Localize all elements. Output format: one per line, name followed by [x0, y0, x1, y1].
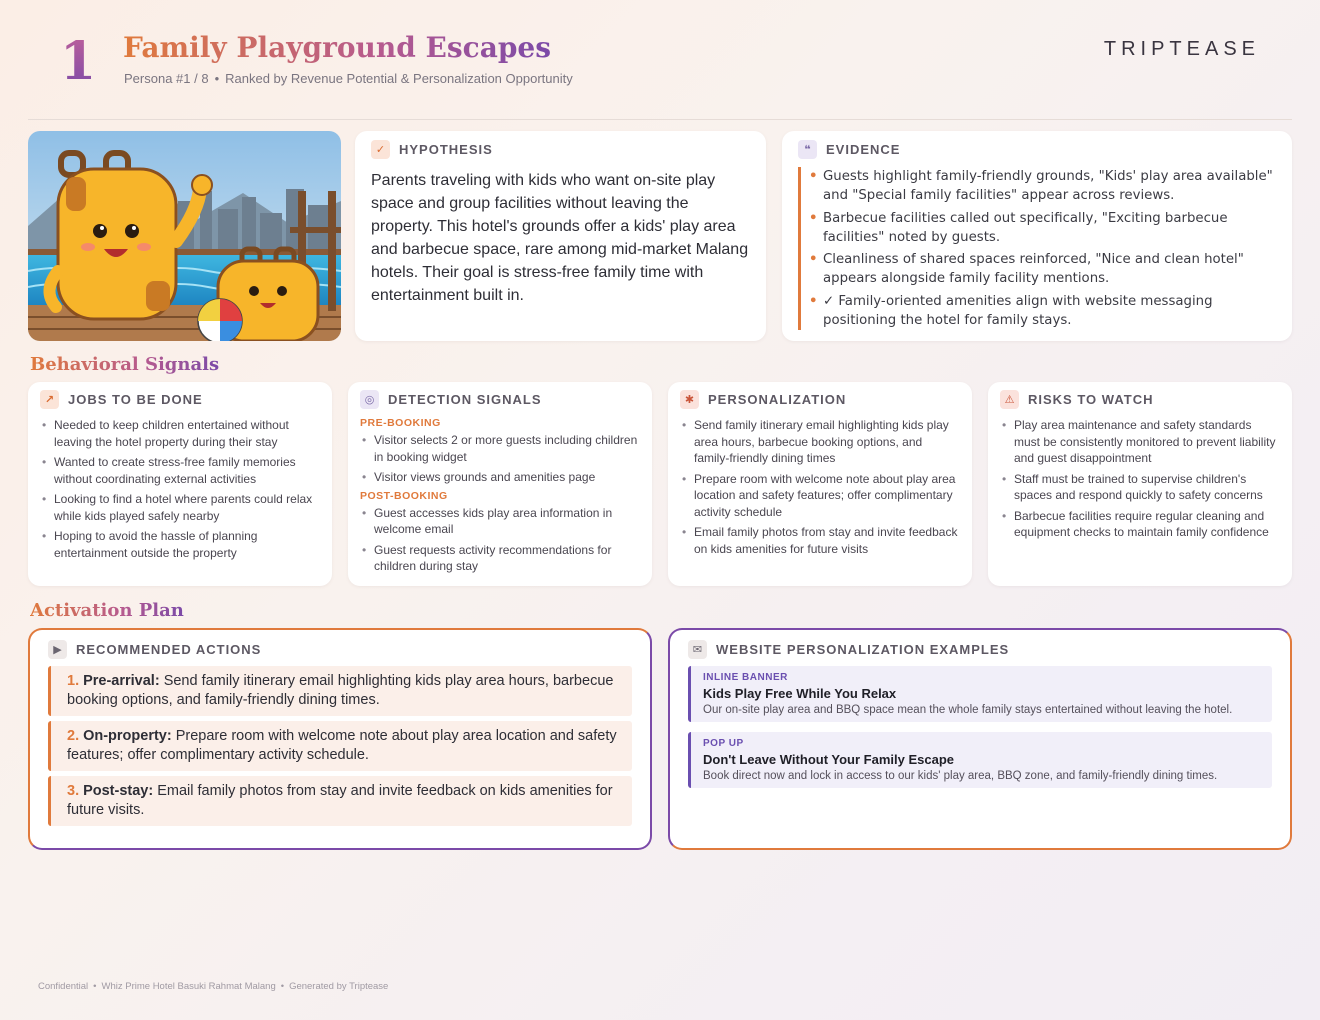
- warning-icon: ⚠: [1000, 390, 1019, 409]
- page-title: Family Playground Escapes: [123, 31, 552, 64]
- example-body: Book direct now and lock in access to our kids' play area, BBQ zone, and family-friendly dining times.: [703, 770, 1218, 782]
- list-item: • Needed to keep children entertained without leaving the hotel property during their stay: [40, 417, 318, 450]
- hypothesis-card: [355, 131, 766, 341]
- list-item: • Visitor selects 2 or more guests including children in booking widget: [360, 432, 638, 465]
- evidence-item: • Barbecue facilities called out specifically, "Exciting barbecue facilities" noted by guests.: [823, 209, 1276, 248]
- example-body: Our on-site play area and BBQ space mean the whole family stays entertained without leaving the hotel.: [703, 704, 1233, 716]
- separator-dot: •: [214, 71, 220, 86]
- personalization-list: [680, 417, 958, 557]
- action-label: Post-stay:: [83, 783, 154, 799]
- personalization-heading: PERSONALIZATION: [708, 392, 847, 407]
- list-item: • Visitor views grounds and amenities page: [360, 469, 638, 486]
- jobs-list: [40, 417, 318, 561]
- evidence-card: [782, 131, 1292, 341]
- action-item-pre-arrival: [48, 666, 632, 716]
- footer: [38, 981, 388, 992]
- actions-header: [48, 640, 261, 659]
- evidence-item: • Cleanliness of shared spaces reinforced, "Nice and clean hotel" appears alongside family facility mentions.: [823, 250, 1276, 289]
- pre-booking-list: [360, 432, 638, 486]
- example-kind: INLINE BANNER: [703, 672, 788, 683]
- risks-list: [1000, 417, 1278, 541]
- action-label: On-property:: [83, 728, 172, 744]
- action-text: Send family itinerary email highlighting kids play area hours, barbecue booking options, and family-friendly dining times.: [67, 673, 614, 708]
- risks-card: [988, 382, 1292, 586]
- website-heading: WEBSITE PERSONALIZATION EXAMPLES: [716, 642, 1010, 657]
- evidence-item: • ✓ Family-oriented amenities align with website messaging positioning the hotel for family stays.: [823, 292, 1276, 331]
- example-title: Don't Leave Without Your Family Escape: [703, 752, 954, 767]
- website-header: [688, 640, 1009, 659]
- action-item-post-stay: [48, 776, 632, 826]
- action-number: 3.: [67, 783, 80, 799]
- post-booking-list: [360, 505, 638, 575]
- jobs-heading: JOBS TO BE DONE: [68, 392, 203, 407]
- personalization-header: [680, 390, 958, 409]
- list-item: • Email family photos from stay and invite feedback on kids amenities for future visits: [680, 524, 958, 557]
- post-booking-label: POST-BOOKING: [360, 489, 448, 502]
- action-label: Pre-arrival:: [83, 673, 160, 689]
- evidence-heading: EVIDENCE: [826, 142, 901, 157]
- risks-heading: RISKS TO WATCH: [1028, 392, 1154, 407]
- action-number: 2.: [67, 728, 80, 744]
- persona-index: Persona #1 / 8: [124, 71, 209, 86]
- separator-dot: •: [93, 981, 97, 992]
- evidence-item: • Guests highlight family-friendly grounds, "Kids' play area available" and "Special family facilities" appear across reviews.: [823, 167, 1276, 206]
- suitcase-mascots-pool-illustration: [28, 131, 341, 341]
- action-text: Email family photos from stay and invite feedback on kids amenities for future visits.: [67, 783, 613, 818]
- jobs-card: [28, 382, 332, 586]
- list-item: • Guest requests activity recommendations for children during stay: [360, 542, 638, 575]
- detection-heading: DETECTION SIGNALS: [388, 392, 542, 407]
- evidence-header: [798, 140, 1276, 159]
- list-item: • Looking to find a hotel where parents could relax while kids played safely nearby: [40, 491, 318, 524]
- footer-hotel: Whiz Prime Hotel Basuki Rahmat Malang: [101, 981, 276, 992]
- check-icon: ✓: [371, 140, 390, 159]
- list-item: • Play area maintenance and safety standards must be consistently monitored to prevent liability and guest disappointment: [1000, 417, 1278, 467]
- evidence-list: [798, 167, 1276, 330]
- action-text: Prepare room with welcome note about play area location and safety features; offer complimentary activity schedule.: [67, 728, 617, 763]
- ranking-note: Ranked by Revenue Potential & Personalization Opportunity: [225, 71, 573, 86]
- arrow-up-right-icon: ↗: [40, 390, 59, 409]
- header-divider: [28, 119, 1292, 120]
- footer-confidential: Confidential: [38, 981, 89, 992]
- list-item: • Prepare room with welcome note about play area location and safety features; offer complimentary activity schedule: [680, 471, 958, 521]
- hypothesis-heading: HYPOTHESIS: [399, 142, 493, 157]
- list-item: • Send family itinerary email highlighting kids play area hours, barbecue booking options, and family-friendly dining times: [680, 417, 958, 467]
- action-item-on-property: [48, 721, 632, 771]
- hypothesis-header: [371, 140, 750, 159]
- list-item: • Guest accesses kids play area information in welcome email: [360, 505, 638, 538]
- target-icon: ◎: [360, 390, 379, 409]
- persona-rank: 1: [60, 31, 97, 92]
- detection-header: [360, 390, 638, 409]
- play-icon: ▶: [48, 640, 67, 659]
- persona-subtitle: [124, 71, 573, 86]
- list-item: • Barbecue facilities require regular cleaning and equipment checks to maintain family confidence: [1000, 508, 1278, 541]
- list-item: • Hoping to avoid the hassle of planning entertainment outside the property: [40, 528, 318, 561]
- sparkle-icon: ✱: [680, 390, 699, 409]
- quote-icon: ❝: [798, 140, 817, 159]
- pre-booking-label: PRE-BOOKING: [360, 417, 441, 429]
- footer-generated: Generated by Triptease: [289, 981, 389, 992]
- website-personalization-card: [668, 628, 1292, 850]
- hypothesis-text: Parents traveling with kids who want on-site play space and group facilities without leaving the property. This hotel's grounds offer a kids' play area and barbecue space, rare among mid-market Malang hotels. Their goal is stress-free family time with entertainment built in.: [371, 172, 749, 304]
- example-pop-up: [688, 732, 1272, 788]
- behavioral-signals-title: Behavioral Signals: [30, 354, 220, 375]
- jobs-header: [40, 390, 318, 409]
- list-item: • Staff must be trained to supervise children's spaces and respond quickly to safety concerns: [1000, 471, 1278, 504]
- list-item: • Wanted to create stress-free family memories without coordinating external activities: [40, 454, 318, 487]
- hero-illustration: [28, 131, 341, 341]
- example-inline-banner: [688, 666, 1272, 722]
- detection-card: [348, 382, 652, 586]
- actions-heading: RECOMMENDED ACTIONS: [76, 642, 262, 657]
- envelope-icon: ✉: [688, 640, 707, 659]
- brand-logo: TRIPTEASE: [1103, 38, 1260, 60]
- example-title: Kids Play Free While You Relax: [703, 686, 897, 701]
- action-number: 1.: [67, 673, 80, 689]
- recommended-actions-card: [28, 628, 652, 850]
- risks-header: [1000, 390, 1278, 409]
- personalization-card: [668, 382, 972, 586]
- example-kind: POP UP: [703, 738, 744, 749]
- activation-plan-title: Activation Plan: [30, 600, 184, 621]
- separator-dot: •: [280, 981, 285, 992]
